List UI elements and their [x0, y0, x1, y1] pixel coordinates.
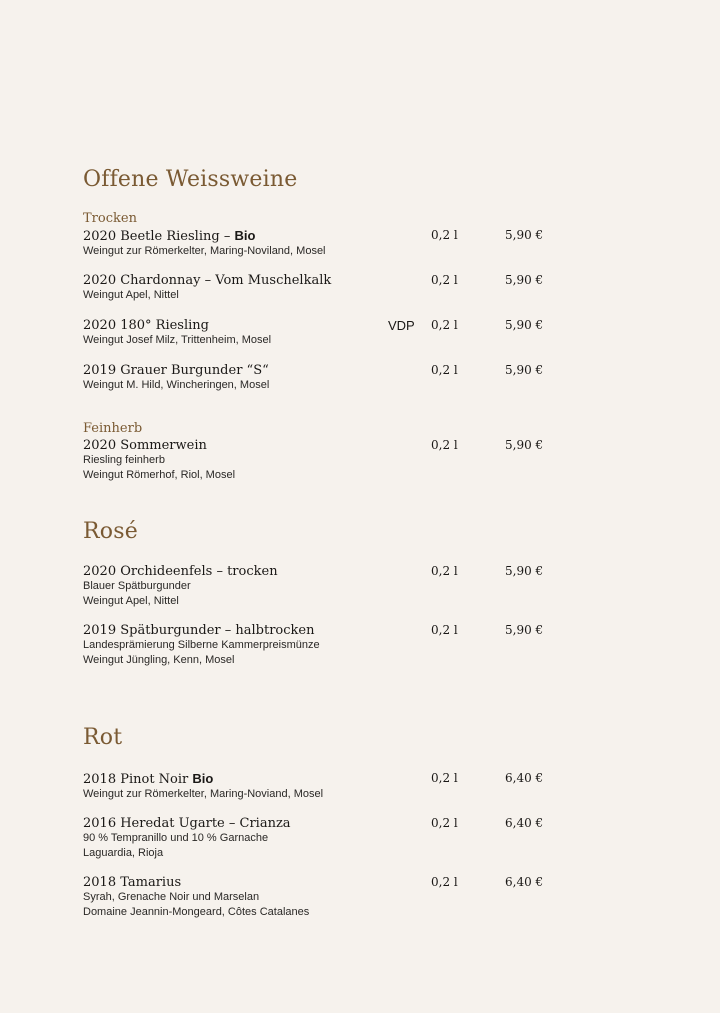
wine-name: 2020 Chardonnay – Vom Muschelkalk [83, 273, 332, 288]
wine-entry [83, 228, 563, 259]
wine-producer: Weingut Apel, Nittel [83, 595, 179, 607]
section-title-weissweine: Offene Weissweine [83, 167, 298, 192]
wine-volume: 0,2 l [431, 363, 458, 377]
wine-volume: 0,2 l [431, 771, 458, 785]
wine-grape: Syrah, Grenache Noir und Marselan [83, 891, 260, 903]
wine-volume: 0,2 l [431, 273, 458, 287]
wine-volume: 0,2 l [431, 875, 458, 889]
section-title-rot: Rot [83, 725, 123, 750]
wine-entry [83, 623, 563, 668]
wine-grape: 90 % Tempranillo und 10 % Garnache [83, 832, 269, 844]
wine-price: 6,40 € [505, 771, 544, 785]
wine-producer: Weingut Jüngling, Kenn, Mosel [83, 654, 235, 666]
wine-region: Laguardia, Rioja [83, 847, 164, 859]
wine-award: Landesprämierung Silberne Kammerpreismünze [83, 639, 320, 651]
section-title-rose: Rosé [83, 519, 138, 544]
wine-price: 5,90 € [505, 318, 544, 332]
wine-grape: Blauer Spätburgunder [83, 580, 191, 592]
subheading-trocken: Trocken [83, 211, 137, 226]
wine-volume: 0,2 l [431, 438, 458, 452]
wine-name: 2020 180° Riesling [83, 318, 209, 333]
wine-name: 2018 Tamarius [83, 875, 182, 890]
wine-volume: 0,2 l [431, 816, 458, 830]
wine-producer: Weingut zur Römerkelter, Maring-Noviland, Mosel [83, 245, 326, 257]
wine-entry [83, 273, 563, 303]
bio-label: Bio [192, 771, 214, 786]
wine-name: 2019 Grauer Burgunder “S“ [83, 363, 269, 378]
vdp-badge: VDP [388, 318, 415, 333]
wine-name: 2020 Beetle Riesling – Bio [83, 228, 256, 244]
wine-producer: Weingut M. Hild, Wincheringen, Mosel [83, 379, 270, 391]
wine-producer: Weingut Josef Milz, Trittenheim, Mosel [83, 334, 272, 346]
wine-producer: Weingut zur Römerkelter, Maring-Noviand, Mosel [83, 788, 324, 800]
wine-entry [83, 318, 563, 348]
wine-volume: 0,2 l [431, 318, 458, 332]
wine-volume: 0,2 l [431, 228, 458, 242]
wine-grape: Riesling feinherb [83, 454, 165, 466]
wine-entry [83, 363, 563, 393]
wine-price: 6,40 € [505, 816, 544, 830]
wine-volume: 0,2 l [431, 623, 458, 637]
wine-price: 5,90 € [505, 438, 544, 452]
wine-entry [83, 438, 563, 483]
wine-price: 5,90 € [505, 623, 544, 637]
wine-price: 5,90 € [505, 228, 544, 242]
wine-name: 2018 Pinot Noir Bio [83, 771, 214, 787]
wine-name: 2020 Orchideenfels – trocken [83, 564, 278, 579]
wine-producer: Weingut Römerhof, Riol, Mosel [83, 469, 236, 481]
wine-price: 6,40 € [505, 875, 544, 889]
wine-price: 5,90 € [505, 273, 544, 287]
wine-price: 5,90 € [505, 564, 544, 578]
wine-entry [83, 816, 563, 861]
wine-entry [83, 771, 563, 802]
wine-name: 2019 Spätburgunder – halbtrocken [83, 623, 315, 638]
wine-price: 5,90 € [505, 363, 544, 377]
wine-entry [83, 564, 563, 609]
wine-producer: Domaine Jeannin-Mongeard, Côtes Catalanes [83, 906, 310, 918]
wine-volume: 0,2 l [431, 564, 458, 578]
bio-label: Bio [234, 228, 256, 243]
wine-name: 2020 Sommerwein [83, 438, 207, 453]
wine-entry [83, 875, 563, 920]
wine-producer: Weingut Apel, Nittel [83, 289, 179, 301]
subheading-feinherb: Feinherb [83, 421, 143, 436]
wine-name: 2016 Heredat Ugarte – Crianza [83, 816, 291, 831]
